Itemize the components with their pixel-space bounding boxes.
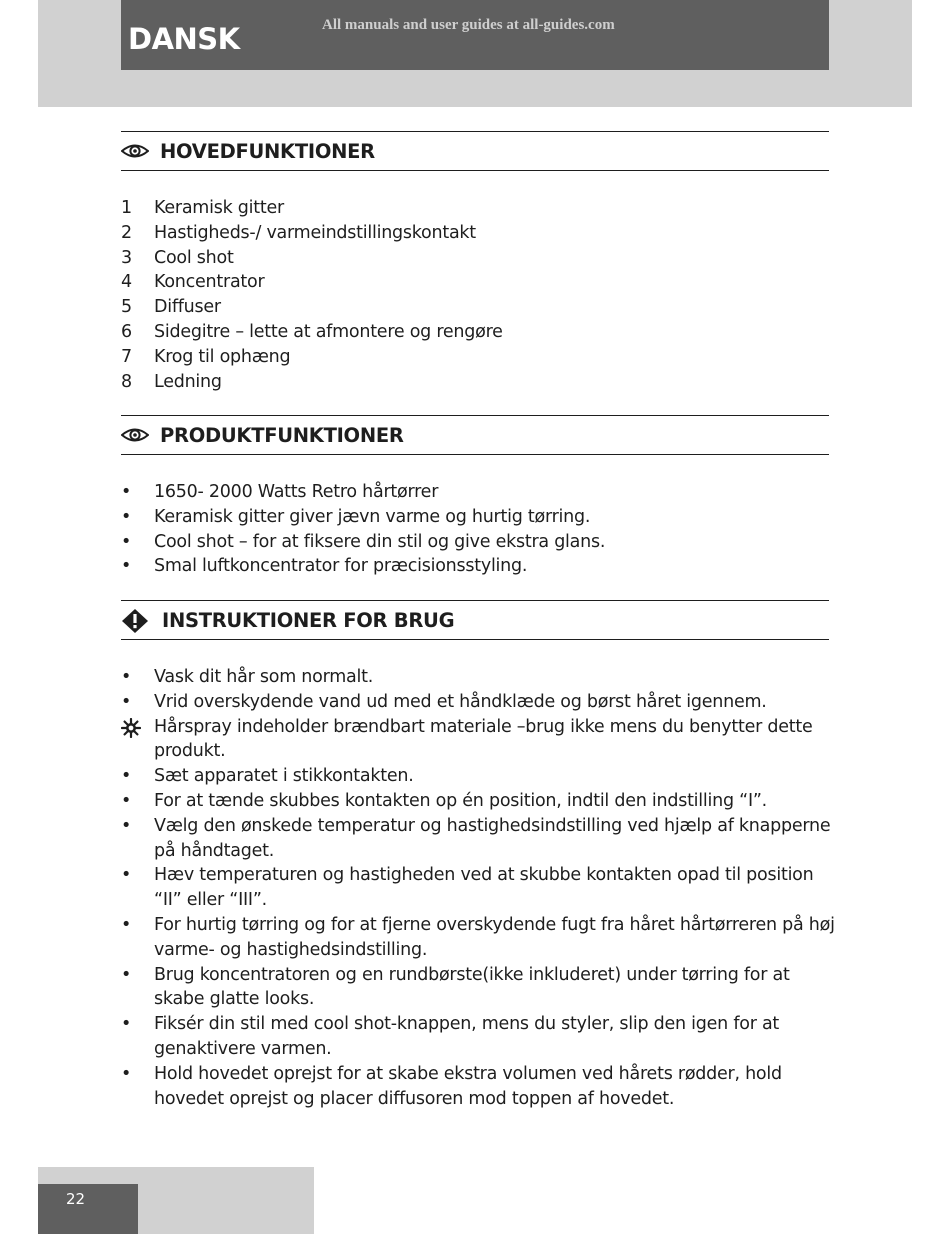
bullet: •: [121, 691, 132, 712]
list-item: [121, 665, 841, 690]
list-item: [121, 715, 841, 765]
bullet: •: [121, 667, 132, 687]
item-text: Hæv temperaturen og hastigheden ved at skubbe kontakten opad til position “II” eller “III”.: [154, 865, 814, 911]
item-text: Vælg den ønskede temperatur og hastighedsindstilling ved hjælp af knapperne på håndtaget.: [154, 815, 831, 861]
item-text: Brug koncentratoren og en rundbørste(ikke inkluderet) under tørring for at skabe glatte looks.: [154, 964, 790, 1010]
language-label: DANSK: [128, 22, 240, 56]
item-text: Keramisk gitter giver jævn varme og hurtig tørring.: [154, 506, 591, 527]
list-item: [121, 505, 841, 530]
item-text: Vrid overskydende vand ud med et håndklæde og børst håret igennem.: [154, 691, 767, 712]
list-item: [121, 1012, 841, 1062]
list-item: [121, 270, 841, 295]
instructions-list: [121, 665, 841, 1111]
list-item: [121, 814, 841, 864]
list-item: [121, 246, 841, 271]
item-text: Hastigheds-/ varmeindstillingskontakt: [154, 222, 476, 243]
list-item: [121, 913, 841, 963]
bullet: •: [121, 914, 132, 935]
item-text: Cool shot: [154, 247, 234, 268]
list-item: [121, 554, 841, 579]
section-heading-main-functions: [121, 131, 829, 171]
bullet: •: [121, 865, 132, 886]
item-number: 5: [121, 297, 132, 318]
watermark-text: All manuals and user guides at all-guides.com: [322, 17, 615, 33]
list-item: [121, 863, 841, 913]
item-text: Koncentrator: [154, 272, 265, 293]
item-text: 1650- 2000 Watts Retro hårtørrer: [154, 482, 439, 502]
item-text: Krog til ophæng: [154, 346, 291, 367]
item-text: Hold hovedet oprejst for at skabe ekstra volumen ved hårets rødder, hold hovedet oprejst og placer diffusoren mod toppen af hovedet.: [154, 1063, 782, 1109]
item-number: 4: [121, 272, 132, 293]
bullet: •: [121, 506, 132, 527]
list-item: [121, 764, 841, 789]
item-text: Cool shot – for at fiksere din stil og give ekstra glans.: [154, 531, 606, 552]
list-item: [121, 789, 841, 814]
list-item: [121, 370, 841, 395]
bullet: •: [121, 556, 132, 577]
list-item: [121, 480, 841, 505]
section-title: INSTRUKTIONER FOR BRUG: [162, 609, 455, 632]
item-text: Fiksér din stil med cool shot-knappen, mens du styler, slip den igen for at genaktivere varmen.: [154, 1014, 780, 1059]
list-item: [121, 196, 841, 221]
section-title: HOVEDFUNKTIONER: [160, 140, 375, 163]
list-item: [121, 320, 841, 345]
list-item: [121, 295, 841, 320]
page-number: 22: [66, 1190, 86, 1208]
item-text: Diffuser: [154, 297, 221, 318]
section-heading-instructions: [121, 600, 829, 640]
page-number-box: [38, 1184, 138, 1234]
list-item: [121, 963, 841, 1013]
item-number: 1: [121, 198, 132, 218]
list-item: [121, 530, 841, 555]
eye-icon: [121, 425, 149, 449]
item-text: Smal luftkoncentrator for præcisionsstyling.: [154, 556, 528, 577]
warning-diamond-icon: [121, 609, 149, 637]
list-item: [121, 1062, 841, 1112]
bullet: •: [121, 964, 132, 985]
item-text: For hurtig tørring og for at fjerne overskydende fugt fra håret hårtørreren på høj varme- og hastighedsindstilling.: [154, 914, 835, 960]
item-number: 3: [121, 247, 132, 268]
bullet: •: [121, 1014, 132, 1035]
main-functions-list: [121, 196, 841, 394]
product-features-list: [121, 480, 841, 579]
list-item: [121, 221, 841, 246]
bullet: •: [121, 531, 132, 552]
bullet: •: [121, 790, 132, 811]
flammable-warning-icon: [121, 718, 141, 746]
item-text: Ledning: [154, 371, 222, 392]
item-text: Vask dit hår som normalt.: [154, 667, 374, 687]
section-heading-product-features: [121, 415, 829, 455]
bullet: •: [121, 1063, 132, 1084]
bullet: •: [121, 766, 132, 787]
item-number: 2: [121, 222, 132, 243]
item-text: Sæt apparatet i stikkontakten.: [154, 766, 414, 787]
bullet: •: [121, 815, 132, 836]
item-number: 8: [121, 371, 132, 392]
eye-icon: [121, 141, 149, 165]
item-text: Keramisk gitter: [154, 198, 284, 218]
section-title: PRODUKTFUNKTIONER: [160, 424, 404, 447]
item-text: Sidegitre – lette at afmontere og rengøre: [154, 321, 503, 342]
list-item: [121, 690, 841, 715]
list-item: [121, 345, 841, 370]
item-text: For at tænde skubbes kontakten op én position, indtil den indstilling “I”.: [154, 790, 767, 811]
bullet: •: [121, 482, 132, 502]
item-text: Hårspray indeholder brændbart materiale –brug ikke mens du benytter dette produkt.: [154, 716, 813, 762]
item-number: 7: [121, 346, 132, 367]
item-number: 6: [121, 321, 132, 342]
